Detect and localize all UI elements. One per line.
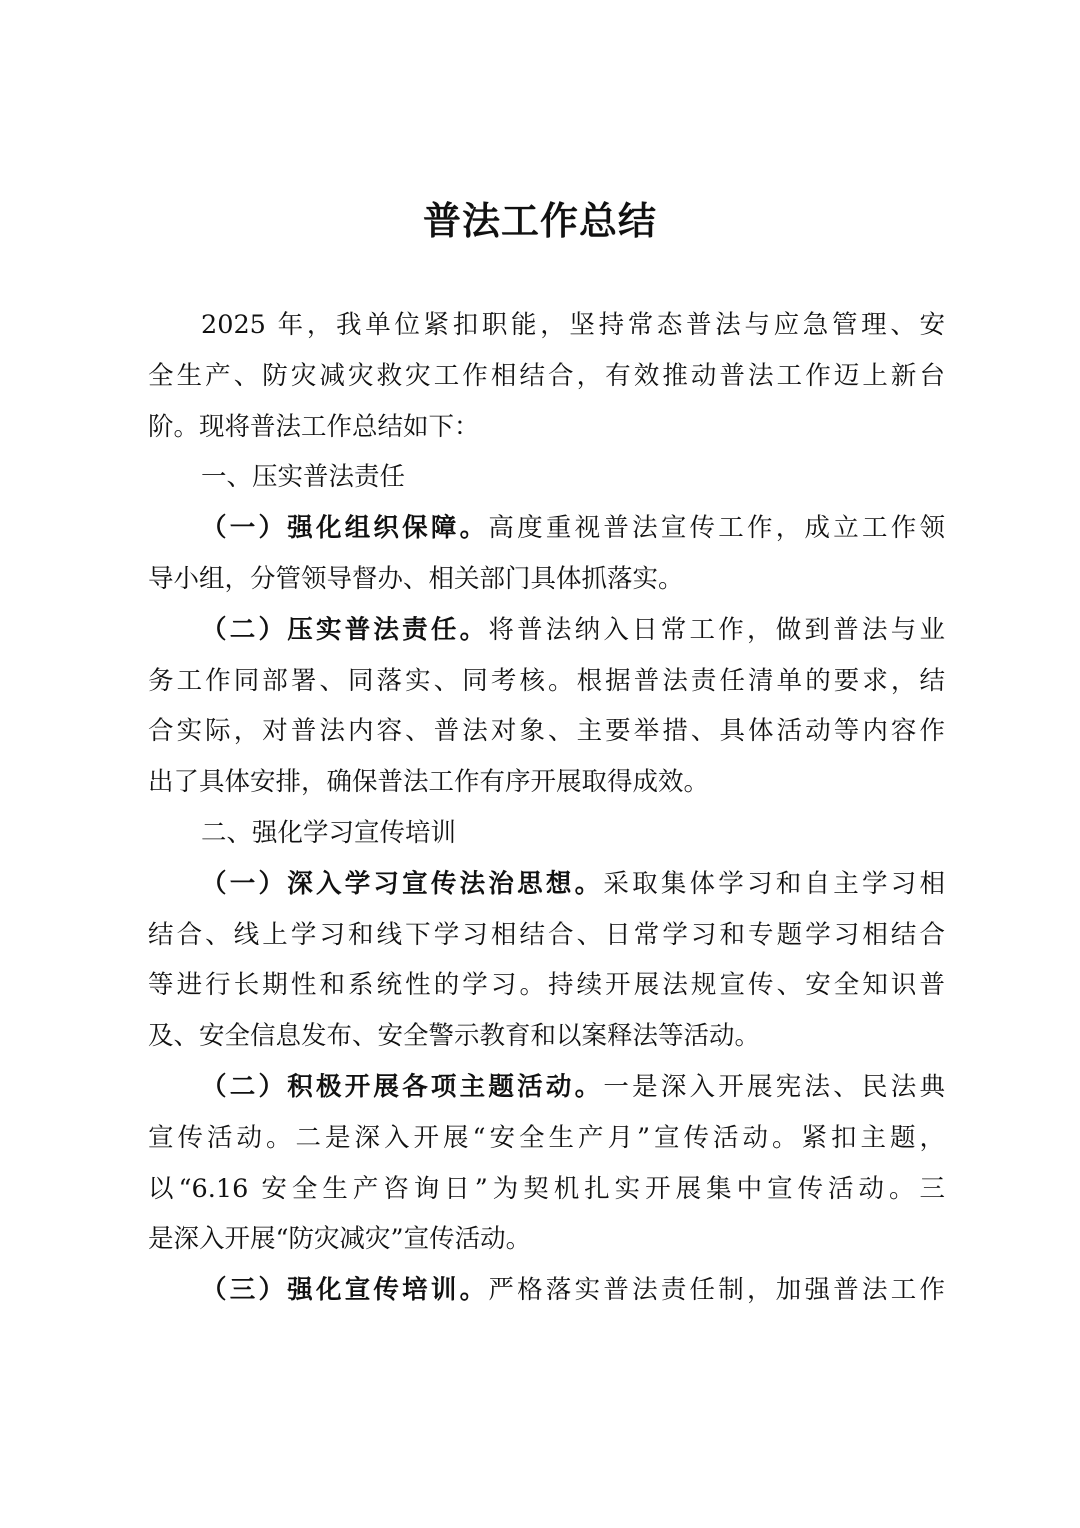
text-line — [148, 1214, 945, 1265]
text-line — [148, 351, 945, 402]
text-line — [148, 1062, 945, 1113]
line-text: 全生产、防灾减灾救灾工作相结合，有效推动普法工作迈上新台 — [148, 360, 945, 391]
document-body — [148, 300, 945, 1316]
line-text: 2025 年，我单位紧扣职能，坚持常态普法与应急管理、安 — [201, 310, 945, 340]
section-heading — [148, 808, 945, 859]
paragraph — [148, 1265, 945, 1316]
document-title: 普法工作总结 — [422, 198, 657, 243]
line-text: 以“6.16 安全生产咨询日”为契机扎实开展集中宣传活动。三 — [148, 1173, 945, 1204]
line-text: 将普法纳入日常工作，做到普法与业 — [488, 614, 945, 645]
text-line — [148, 859, 945, 910]
line-text: 及、安全信息发布、安全警示教育和以案释法等活动。 — [148, 1021, 761, 1052]
text-line — [148, 402, 945, 453]
paragraph — [148, 300, 945, 452]
line-text: 严格落实普法责任制，加强普法工作 — [488, 1275, 945, 1306]
paragraph — [148, 1062, 945, 1265]
text-line — [148, 1164, 945, 1215]
text-line — [148, 910, 945, 961]
text-line — [148, 554, 945, 605]
line-text: 二、强化学习宣传培训 — [201, 817, 457, 848]
section-heading — [148, 452, 945, 503]
line-text: 合实际，对普法内容、普法对象、主要举措、具体活动等内容作 — [148, 716, 945, 747]
text-line — [148, 757, 945, 808]
line-text: 出了具体安排，确保普法工作有序开展取得成效。 — [148, 767, 710, 798]
text-line — [148, 656, 945, 707]
text-line — [148, 452, 945, 503]
text-line — [148, 808, 945, 859]
line-text: 导小组，分管领导督办、相关部门具体抓落实。 — [148, 563, 684, 594]
paragraph-lead: （二）压实普法责任。 — [201, 614, 489, 645]
line-text: 结合、线上学习和线下学习相结合、日常学习和专题学习相结合 — [148, 919, 945, 950]
paragraph-lead: （二）积极开展各项主题活动。 — [201, 1071, 604, 1102]
line-text: 宣传活动。二是深入开展“安全生产月”宣传活动。紧扣主题， — [148, 1122, 945, 1153]
line-text: 是深入开展“防灾减灾”宣传活动。 — [148, 1224, 532, 1255]
line-text: 务工作同部署、同落实、同考核。根据普法责任清单的要求，结 — [148, 665, 945, 696]
text-line — [148, 300, 945, 351]
text-line — [148, 503, 945, 554]
line-text: 一、压实普法责任 — [201, 462, 406, 493]
text-line — [148, 706, 945, 757]
paragraph-lead: （三）强化宣传培训。 — [201, 1275, 489, 1306]
text-line — [148, 1113, 945, 1164]
paragraph — [148, 605, 945, 808]
paragraph-lead: （一）强化组织保障。 — [201, 513, 489, 544]
line-text: 采取集体学习和自主学习相 — [603, 868, 945, 899]
paragraph-lead: （一）深入学习宣传法治思想。 — [201, 868, 604, 899]
text-line — [148, 960, 945, 1011]
line-text: 阶。现将普法工作总结如下： — [148, 411, 480, 442]
text-line — [148, 1265, 945, 1316]
line-text: 等进行长期性和系统性的学习。持续开展法规宣传、安全知识普 — [148, 970, 945, 1001]
paragraph — [148, 503, 945, 605]
line-text: 高度重视普法宣传工作，成立工作领 — [488, 513, 945, 544]
text-line — [148, 1011, 945, 1062]
line-text: 一是深入开展宪法、民法典 — [603, 1071, 945, 1102]
paragraph — [148, 859, 945, 1062]
text-line — [148, 605, 945, 656]
